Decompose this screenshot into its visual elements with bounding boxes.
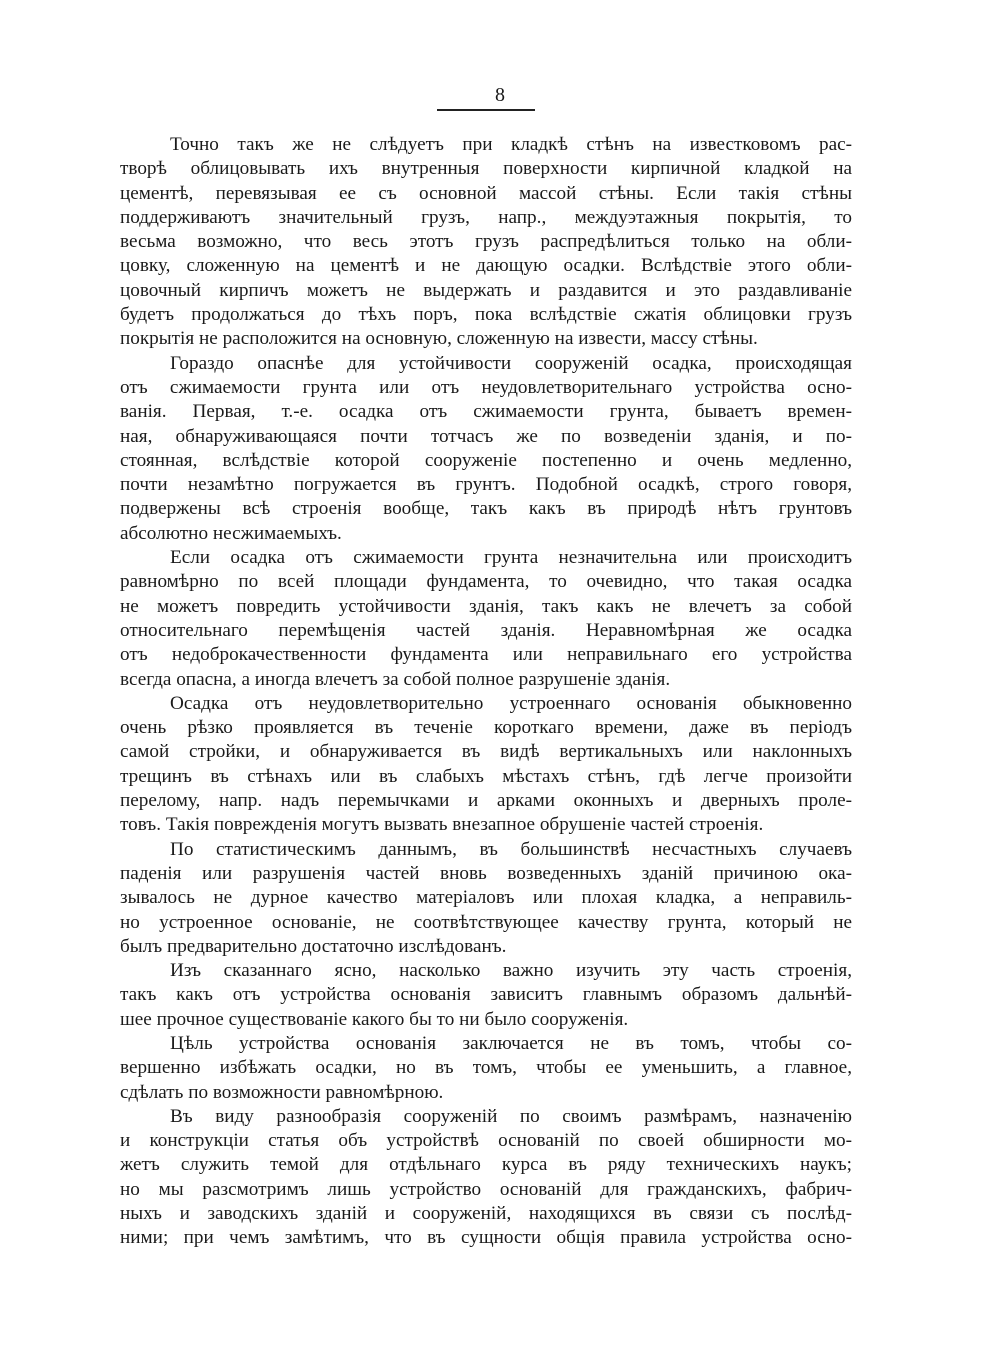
text-line: подвержены всѣ строенія вообще, такъ какъ въ природѣ нѣтъ грунтовъ xyxy=(120,498,852,520)
text-line: жетъ служить темой для отдѣльнаго курса въ ряду техническихъ наукъ; xyxy=(120,1154,852,1176)
text-line: очень рѣзко проявляется въ теченіе короткаго времени, даже въ періодъ xyxy=(120,717,852,739)
text-line: равномѣрно по всей площади фундамента, то очевидно, что такая осадка xyxy=(120,571,852,593)
text-line: такъ какъ отъ устройства основанія зависитъ главнымъ образомъ дальнѣй- xyxy=(120,984,852,1006)
paragraph xyxy=(120,546,852,692)
text-line: Если осадка отъ сжимаемости грунта незначительна или происходитъ xyxy=(170,547,852,569)
text-line: ними; при чемъ замѣтимъ, что въ сущности общія правила устройства осно- xyxy=(120,1227,852,1249)
text-line: Осадка отъ неудовлетворительно устроеннаго основанія обыкновенно xyxy=(170,692,852,714)
text-line: и конструкціи статья объ устройствѣ основаній по своей обширности мо- xyxy=(120,1130,852,1152)
text-line: покрытія не расположится на основную, сложенную на извести, массу стѣны. xyxy=(120,328,758,350)
text-line: товъ. Такія поврежденія могутъ вызвать внезапное обрушеніе частей строенія. xyxy=(120,814,764,836)
text-line: всегда опасна, а иногда влечетъ за собой полное разрушеніе зданія. xyxy=(120,668,671,690)
paragraph xyxy=(120,352,852,546)
text-line: ная, обнаруживающаяся почти тотчасъ же по возведеніи зданія, и по- xyxy=(120,425,852,447)
text-line: ванія. Первая, т.-е. осадка отъ сжимаемости грунта, бываетъ времен- xyxy=(120,401,852,423)
text-line: цовочный кирпичъ можетъ не выдержать и раздавится и это раздавливаніе xyxy=(120,279,852,301)
paragraph xyxy=(120,1105,852,1251)
text-line: отъ сжимаемости грунта или отъ неудовлетворительнаго устройства осно- xyxy=(120,376,852,398)
text-line: сдѣлать по возможности равномѣрною. xyxy=(120,1081,444,1103)
text-line: Въ виду разнообразія сооруженій по своимъ размѣрамъ, назначенію xyxy=(170,1105,852,1127)
text-line: Точно такъ же не слѣдуетъ при кладкѣ стѣнъ на известковомъ рас- xyxy=(170,134,852,155)
text-line: стоянная, вслѣдствіе которой сооруженіе постепенно и очень медленно, xyxy=(120,449,852,471)
text-line: отъ недоброкачественности фундамента или неправильнаго его устройства xyxy=(120,644,852,666)
text-line: Изъ сказаннаго ясно, насколько важно изучить эту часть строенія, xyxy=(170,960,852,982)
text-line: По статистическимъ даннымъ, въ большинствѣ несчастныхъ случаевъ xyxy=(170,838,852,860)
text-line: цовку, сложенную на цементѣ и не дающую осадки. Вслѣдствіе этого обли- xyxy=(120,255,852,277)
text-line: творѣ облицовывать ихъ внутренныя поверхности кирпичной кладкой на xyxy=(120,158,852,180)
text-line: вершенно избѣжать осадки, но въ томъ, чтобы ее уменьшить, а главное, xyxy=(120,1057,852,1079)
paragraph xyxy=(120,959,852,1032)
text-line: Гораздо опаснѣе для устойчивости сооруженій осадка, происходящая xyxy=(170,352,852,374)
text-line: ныхъ и заводскихъ зданій и сооруженій, находящихся въ связи съ послѣд- xyxy=(120,1203,852,1225)
text-line: но устроенное основаніе, не соотвѣтствующее качеству грунта, который не xyxy=(120,911,852,933)
paragraph xyxy=(120,838,852,959)
page-number-rule xyxy=(437,109,535,111)
body-text xyxy=(120,133,852,1251)
text-line: не можетъ повредить устойчивости зданія, такъ какъ не влечетъ за собой xyxy=(120,595,852,617)
text-line: паденія или разрушенія частей вновь возведенныхъ зданій причиною ока- xyxy=(120,862,852,884)
page-number: 8 xyxy=(495,84,505,106)
text-line: будетъ продолжаться до тѣхъ поръ, пока вслѣдствіе сжатія облицовки грузъ xyxy=(120,304,852,326)
text-line: перелому, напр. надъ перемычками и арками оконныхъ и дверныхъ проле- xyxy=(120,790,852,812)
text-line: почти незамѣтно погружается въ грунтъ. Подобной осадкѣ, строго говоря, xyxy=(120,474,852,496)
paragraph xyxy=(120,692,852,838)
paragraph xyxy=(120,133,852,352)
paragraph xyxy=(120,1032,852,1105)
text-line: самой стройки, и обнаруживается въ видѣ вертикальныхъ или наклонныхъ xyxy=(120,741,852,763)
text-line: Цѣль устройства основанія заключается не въ томъ, чтобы со- xyxy=(170,1032,852,1054)
text-line: цементѣ, перевязывая ее съ основной массой стѣны. Если такія стѣны xyxy=(120,182,852,204)
text-line: абсолютно несжимаемыхъ. xyxy=(120,522,342,544)
text-line: весьма возможно, что весь этотъ грузъ распредѣлиться только на обли- xyxy=(120,231,852,253)
text-line: поддерживаютъ значительный грузъ, напр., междуэтажныя покрытія, то xyxy=(120,206,852,228)
text-line: зывалось не дурное качество матеріаловъ или плохая кладка, а неправиль- xyxy=(120,887,852,909)
text-line: относительнаго перемѣщенія частей зданія. Неравномѣрная же осадка xyxy=(120,619,852,641)
text-line: но мы разсмотримъ лишь устройство основаній для гражданскихъ, фабрич- xyxy=(120,1178,852,1200)
text-line: трещинъ въ стѣнахъ или въ слабыхъ мѣстахъ стѣнъ, гдѣ легче произойти xyxy=(120,765,852,787)
text-line: былъ предварительно достаточно изслѣдованъ. xyxy=(120,935,507,957)
text-line: шее прочное существованіе какого бы то ни было сооруженія. xyxy=(120,1008,629,1030)
